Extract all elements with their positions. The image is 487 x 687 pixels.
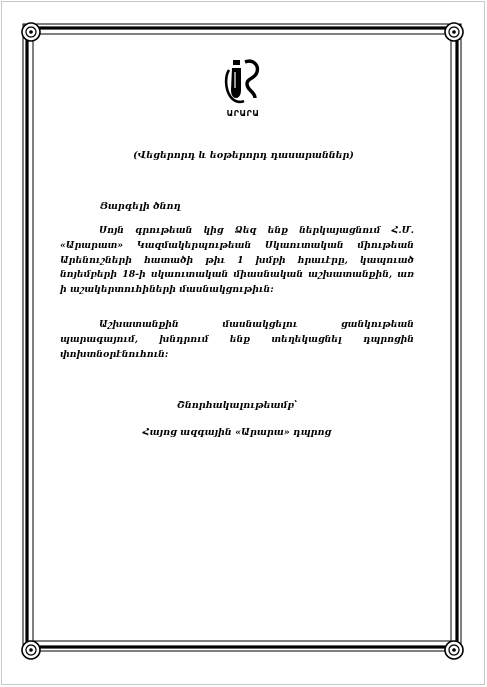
corner-ornament-top-right (445, 23, 463, 41)
closing-thanks: Շնորհակալութեամբ՝ (176, 400, 298, 411)
salutation: Յարգելի ծնող (100, 201, 181, 212)
body-paragraph-2: Աշխատանքին մասնակցելու ցանկութեան պարագայում, խնդրում ենք տեղեկացնել դպրոցին փոխտնօրէնուհուն: (60, 319, 414, 360)
school-logo (219, 58, 267, 118)
body-paragraph-1: Սոյն գրութեան կից Ձեզ ենք ներկայացնում Հ.Մ. «Արարատ» Կազմակերպութեան Սկաուտական միութեան Արենուշների հատածի թիւ 1 խմբի հրաւէրը, կապուած նոյեմբերի 18-ի սկաուտական միասնական աշխատանքին, առ ի աշակերտուհիների մասնակցութիւն: (60, 225, 414, 296)
logo-name: ԱՐԱՐԱ (226, 109, 260, 118)
signature-line: Հայոց ազգային «Արարա» դպրոց (142, 427, 332, 438)
corner-ornament-bottom-right (445, 641, 463, 659)
document-subtitle: (Վեցերորդ և եօթերորդ դասարաններ) (133, 150, 354, 161)
corner-ornament-top-left (22, 23, 40, 41)
school-emblem-icon (221, 58, 265, 104)
corner-ornament-bottom-left (22, 641, 40, 659)
